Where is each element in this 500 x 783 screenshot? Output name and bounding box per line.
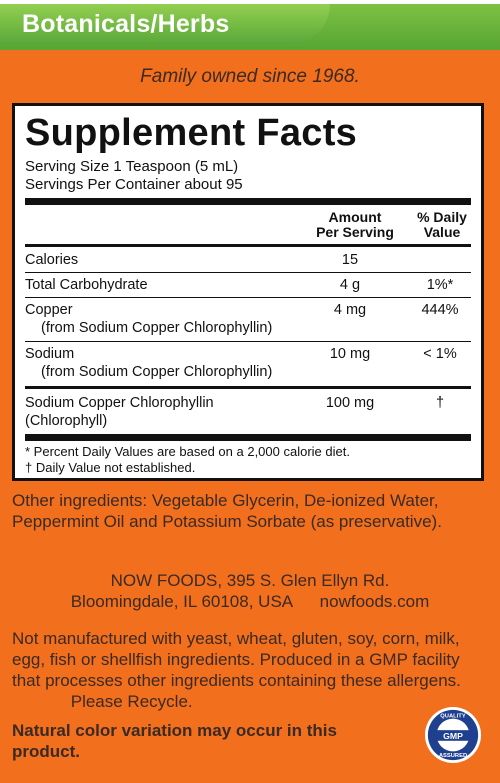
row-amount: 10 mg — [329, 346, 371, 362]
gmp-seal-icon — [424, 706, 482, 764]
divider-medium — [25, 244, 471, 247]
row-dv: † — [435, 395, 445, 411]
footnote-dv: * Percent Daily Values are based on a 2,000 calorie diet. — [25, 444, 350, 459]
row-sub: (from Sodium Copper Chlorophyllin) — [41, 320, 273, 336]
servings-per-container: Servings Per Container about 95 — [25, 176, 243, 193]
header-daily-value — [407, 210, 477, 240]
row-amount: 100 mg — [325, 395, 375, 411]
row-dv: 444% — [421, 302, 459, 318]
color-variation-note: Natural color variation may occur in this product. — [12, 721, 337, 761]
row-name: Sodium — [25, 346, 75, 362]
address-line-1: NOW FOODS, 395 S. Glen Ellyn Rd. — [110, 571, 390, 590]
website: nowfoods.com — [319, 592, 430, 611]
gmp-seal-bottom: ASSURED — [438, 753, 468, 760]
row-name: Copper — [25, 302, 73, 318]
divider-thick — [25, 434, 471, 441]
row-dv: < 1% — [423, 346, 457, 362]
address-line-2-row — [12, 591, 488, 612]
row-name: Calories — [25, 252, 79, 268]
gmp-seal-top: QUALITY — [440, 713, 466, 720]
banner-title: Botanicals/Herbs — [22, 10, 230, 38]
address-line-2: Bloomingdale, IL 60108, USA — [70, 592, 293, 611]
row-name-block — [25, 394, 214, 430]
company-address — [12, 570, 488, 612]
category-banner — [0, 0, 500, 50]
footnotes — [25, 444, 350, 476]
divider-thin — [25, 272, 471, 273]
header-amount-line1: Amount — [328, 209, 382, 225]
divider-thick — [25, 198, 471, 205]
serving-size: Serving Size 1 Teaspoon (5 mL) — [25, 158, 239, 175]
header-dv-line2: Value — [423, 224, 461, 240]
row-sub: (Chlorophyll) — [25, 413, 108, 429]
divider-medium — [25, 386, 471, 389]
row-name-block — [25, 301, 272, 337]
allergen-statement — [12, 628, 488, 712]
tagline: Family owned since 1968. — [140, 66, 360, 87]
divider-thin — [25, 341, 471, 342]
footnote-dagger: † Daily Value not established. — [25, 460, 196, 475]
row-amount: 4 mg — [333, 302, 367, 318]
header-amount-line2: Per Serving — [316, 224, 394, 240]
row-name: Sodium Copper Chlorophyllin — [25, 395, 214, 411]
facts-title: Supplement Facts — [25, 112, 358, 154]
recycle-note: Please Recycle. — [70, 692, 193, 711]
other-ingredients: Other ingredients: Vegetable Glycerin, De-ionized Water, Peppermint Oil and Potassium Sorbate (as preservative). — [12, 491, 442, 531]
divider-thin — [25, 297, 471, 298]
row-name-block — [25, 345, 272, 381]
row-amount: 4 g — [339, 277, 361, 293]
row-amount: 15 — [341, 252, 359, 268]
allergen-text: Not manufactured with yeast, wheat, gluten, soy, corn, milk, egg, fish or shellfish ingredients. Produced in a GMP facility that processes other ingredients containing these allergens. — [12, 629, 461, 690]
row-dv: 1%* — [426, 277, 454, 293]
row-sub: (from Sodium Copper Chlorophyllin) — [41, 364, 273, 380]
serving-info — [25, 158, 243, 194]
header-dv-line1: % Daily — [417, 209, 467, 225]
gmp-seal-middle: GMP — [443, 730, 463, 741]
row-name: Total Carbohydrate — [25, 277, 148, 293]
header-amount — [300, 210, 410, 240]
supplement-facts-panel — [12, 103, 484, 481]
